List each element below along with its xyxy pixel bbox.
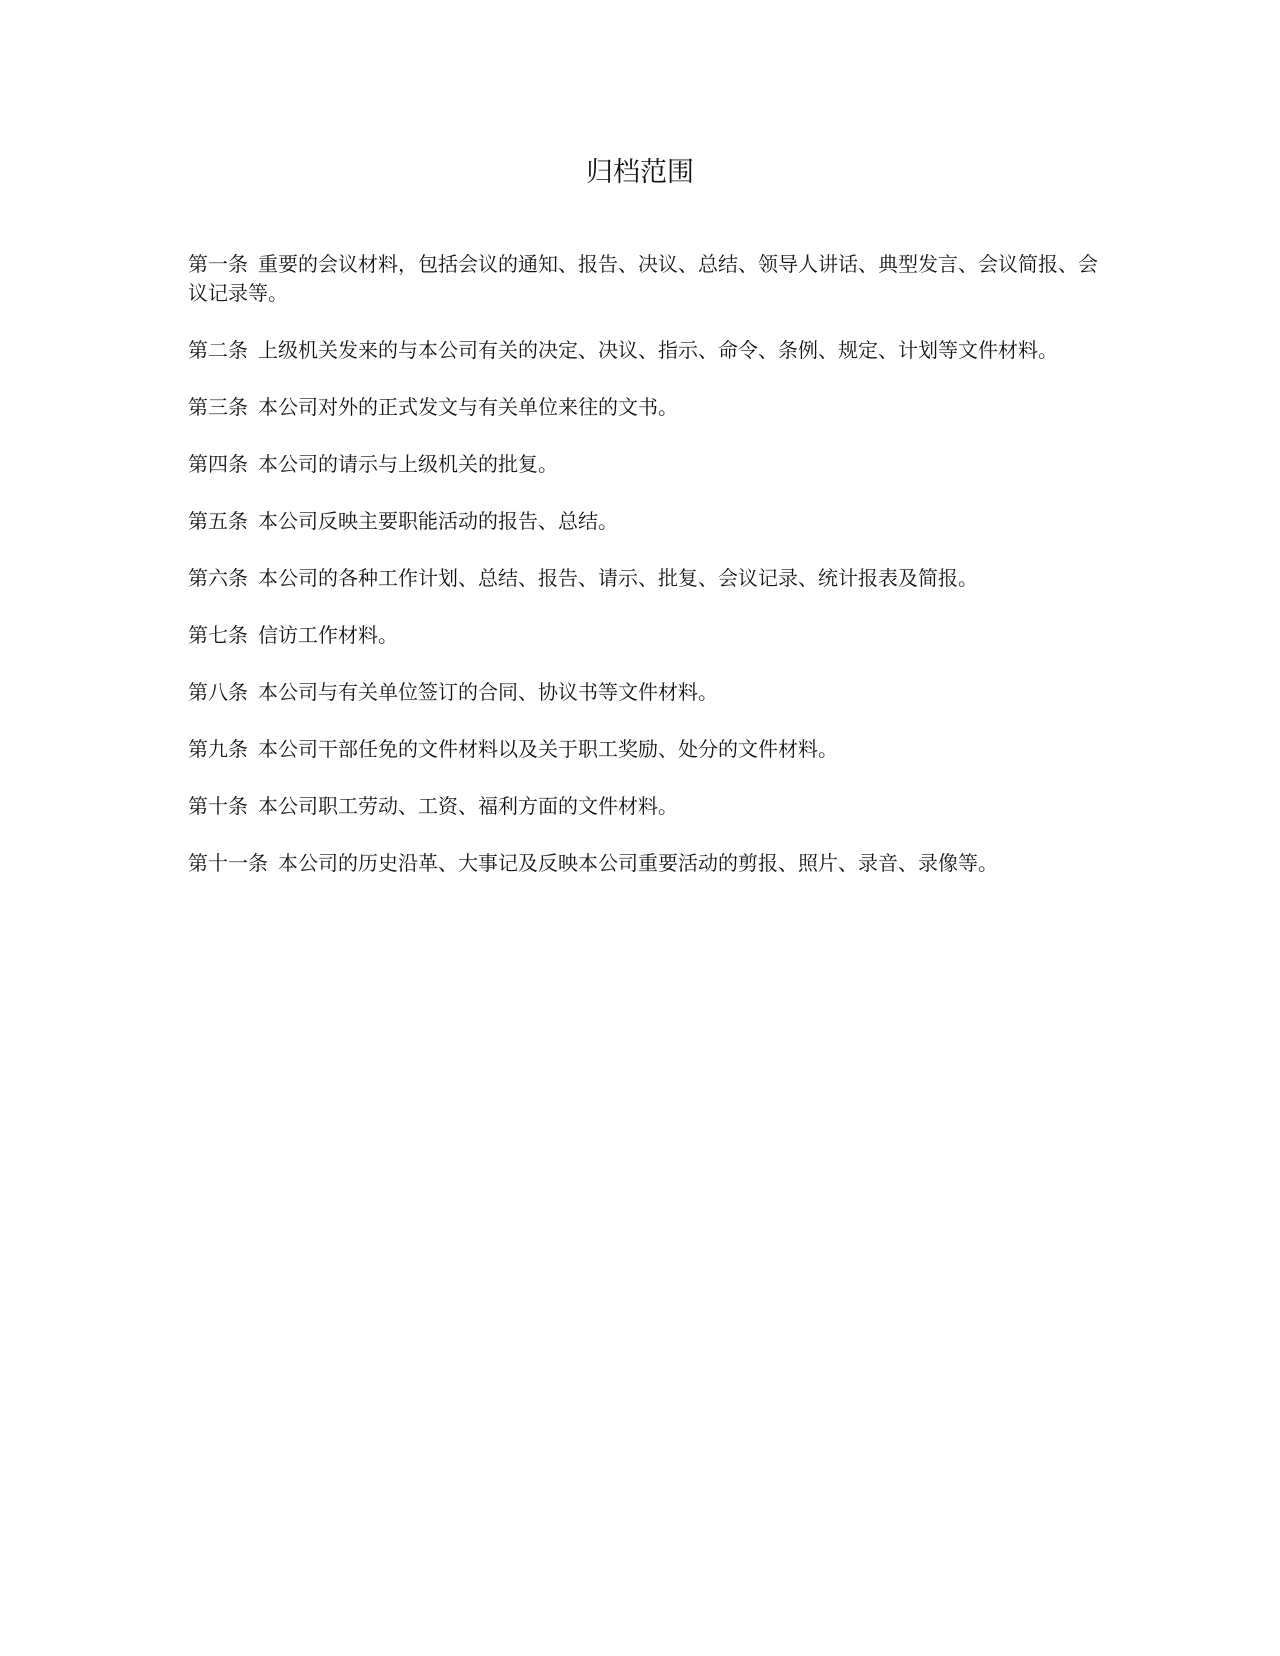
article-text: 本公司职工劳动、工资、福利方面的文件材料。: [258, 794, 678, 818]
article-item: [188, 564, 1098, 593]
article-list: [188, 250, 1098, 906]
article-number: 第五条: [188, 509, 248, 533]
article-item: [188, 507, 1098, 536]
article-text: 本公司反映主要职能活动的报告、总结。: [258, 509, 618, 533]
article-item: [188, 621, 1098, 650]
article-text: 上级机关发来的与本公司有关的决定、决议、指示、命令、条例、规定、计划等文件材料。: [258, 338, 1058, 362]
article-text: 本公司干部任免的文件材料以及关于职工奖励、处分的文件材料。: [258, 737, 838, 761]
article-number: 第四条: [188, 452, 248, 476]
article-item: [188, 735, 1098, 764]
article-text: 本公司的各种工作计划、总结、报告、请示、批复、会议记录、统计报表及简报。: [258, 566, 978, 590]
article-item: [188, 250, 1098, 308]
article-number: 第七条: [188, 623, 248, 647]
article-text: 本公司的历史沿革、大事记及反映本公司重要活动的剪报、照片、录音、录像等。: [278, 851, 998, 875]
article-text: 本公司对外的正式发文与有关单位来往的文书。: [258, 395, 678, 419]
article-number: 第三条: [188, 395, 248, 419]
article-number: 第八条: [188, 680, 248, 704]
article-text: 本公司的请示与上级机关的批复。: [258, 452, 558, 476]
article-item: [188, 792, 1098, 821]
article-item: [188, 678, 1098, 707]
article-item: [188, 393, 1098, 422]
article-number: 第十一条: [188, 851, 268, 875]
article-text: 本公司与有关单位签订的合同、协议书等文件材料。: [258, 680, 718, 704]
article-number: 第九条: [188, 737, 248, 761]
article-text: 信访工作材料。: [258, 623, 398, 647]
page-title: 归档范围: [586, 157, 694, 188]
article-item: [188, 450, 1098, 479]
article-number: 第六条: [188, 566, 248, 590]
article-item: [188, 336, 1098, 365]
article-number: 第二条: [188, 338, 248, 362]
article-item: [188, 849, 1098, 878]
article-number: 第一条: [188, 252, 248, 276]
article-text: 重要的会议材料，包括会议的通知、报告、决议、总结、领导人讲话、典型发言、会议简报、会议记录等。: [188, 252, 1098, 305]
article-number: 第十条: [188, 794, 248, 818]
